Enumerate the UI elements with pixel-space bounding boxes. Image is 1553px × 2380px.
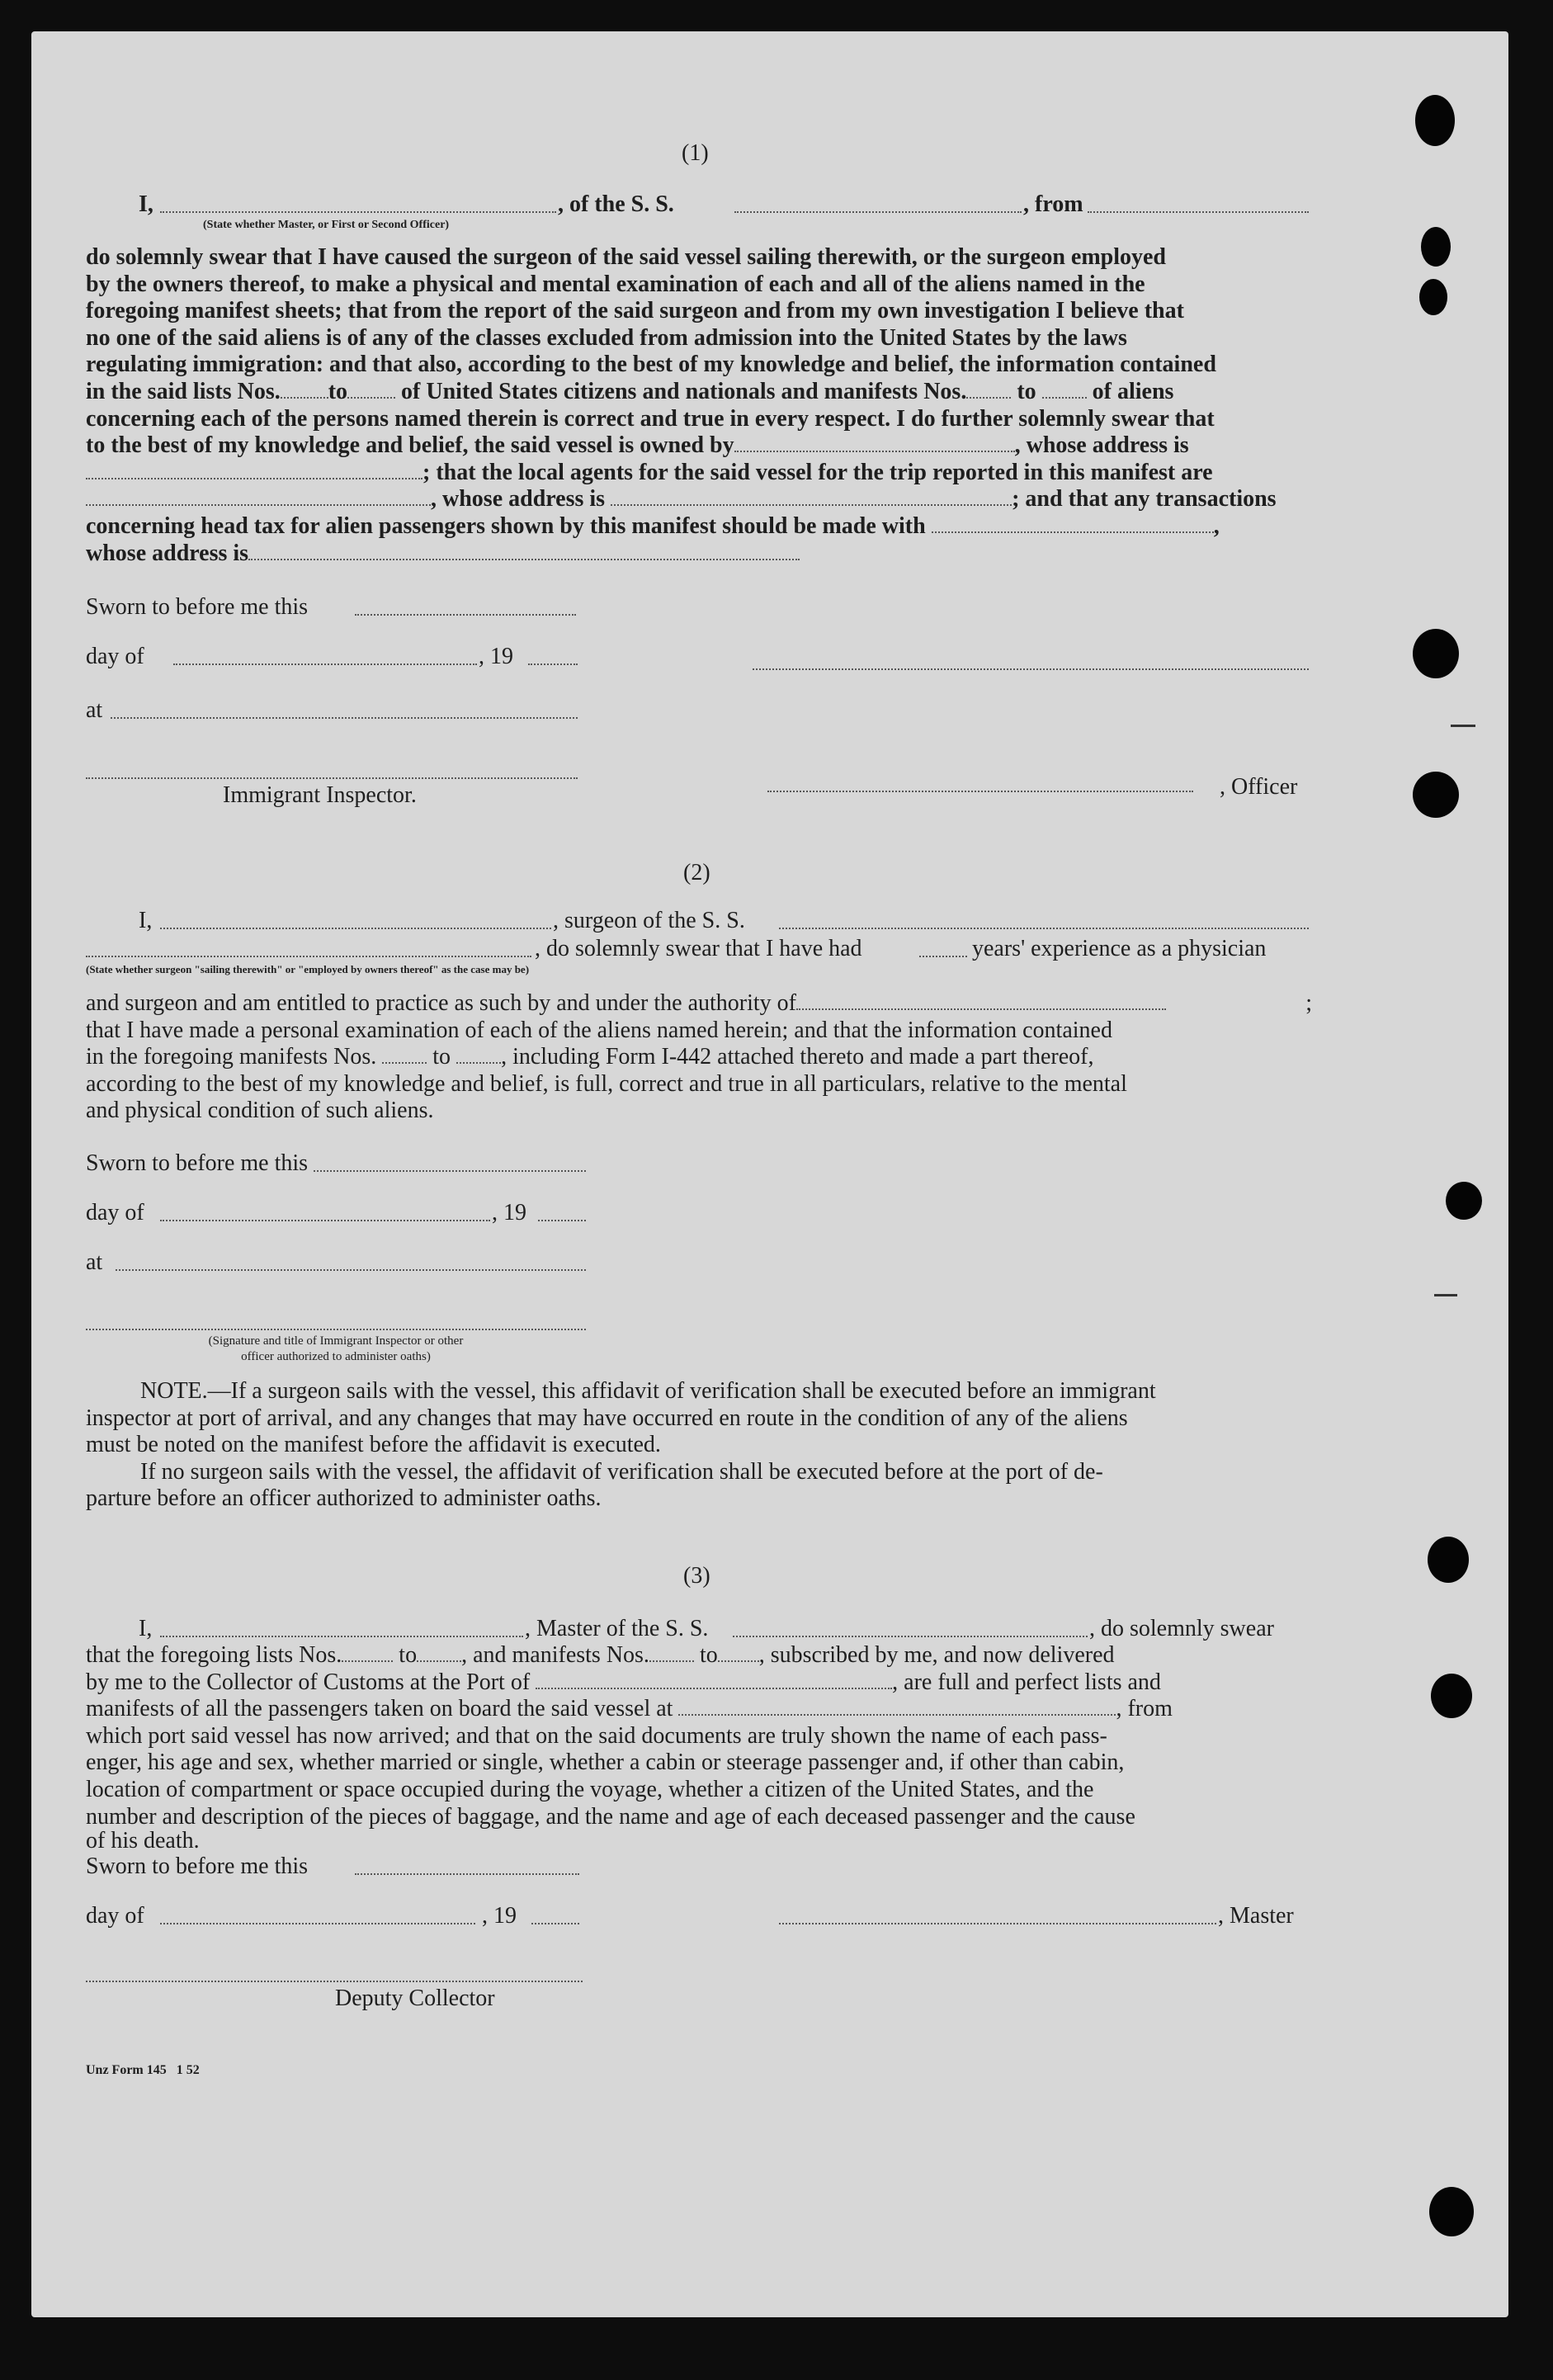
s3-line-port bbox=[86, 1669, 1312, 1697]
s2-line-authority bbox=[86, 990, 1312, 1018]
s3-year-label: , 19 bbox=[482, 1903, 517, 1929]
note-line: If no surgeon sails with the vessel, the affidavit of verification shall be executed before at the port of de- bbox=[140, 1458, 1103, 1485]
form-number: Unz Form 145 1 52 bbox=[86, 2063, 200, 2077]
s1-inspector-signature-field[interactable] bbox=[86, 777, 578, 779]
s2-to-label: to bbox=[432, 1044, 451, 1070]
note-line: parture before an officer authorized to administer oaths. bbox=[86, 1485, 602, 1512]
s1-of-ss-label: , of the S. S. bbox=[558, 191, 674, 217]
punch-hole bbox=[1431, 1674, 1472, 1718]
note-line: NOTE.—If a surgeon sails with the vessel, this affidavit of verification shall be executed before an immigrant bbox=[140, 1378, 1156, 1404]
list-from-field[interactable] bbox=[281, 379, 328, 399]
s1-owned-by-label: to the best of my knowledge and belief, the said vessel is owned by bbox=[86, 432, 734, 459]
master-signature-field[interactable] bbox=[779, 1923, 1216, 1924]
s3-i-label: I, bbox=[139, 1616, 153, 1641]
s1-whose-address-label: whose address is bbox=[86, 540, 249, 566]
s2-manifest-from-field[interactable] bbox=[382, 1044, 427, 1064]
s1-line-lists bbox=[86, 379, 1312, 406]
s2-manifest-to-field[interactable] bbox=[456, 1044, 501, 1064]
s3-manifest-from-field[interactable] bbox=[649, 1642, 694, 1662]
years-experience-field[interactable] bbox=[919, 956, 967, 957]
s1-from-label: , from bbox=[1023, 191, 1083, 217]
s3-sworn-date-field[interactable] bbox=[355, 1873, 579, 1875]
headtax-address-field[interactable] bbox=[248, 541, 800, 560]
s1-agents-label: ; that the local agents for the said vessel for the trip reported in this manifest are bbox=[422, 459, 1213, 485]
s3-line: enger, his age and sex, whether married or single, whether a cabin or steerage passenger and, if other than cabin, bbox=[86, 1750, 1125, 1776]
s2-form-label: , including Form I-442 attached thereto and made a part thereof, bbox=[501, 1044, 1094, 1070]
officer-name-field[interactable] bbox=[160, 211, 556, 213]
punch-hole bbox=[1413, 772, 1459, 818]
s2-line: and physical condition of such aliens. bbox=[86, 1098, 434, 1124]
s1-line-headtax bbox=[86, 513, 1312, 541]
s1-line: regulating immigration: and that also, according to the best of my knowledge and belief, the information contained bbox=[86, 352, 1216, 378]
from-port-field[interactable] bbox=[1088, 211, 1309, 213]
s3-manifest-to-field[interactable] bbox=[718, 1642, 759, 1662]
s1-transactions-label: ; and that any transactions bbox=[1012, 486, 1277, 512]
s1-comma: , bbox=[1213, 512, 1220, 539]
s3-vessel-field[interactable] bbox=[733, 1636, 1088, 1637]
s1-line: by the owners thereof, to make a physical and mental examination of each and all of the aliens named in the bbox=[86, 271, 1145, 297]
s3-line-boarded bbox=[86, 1696, 1312, 1723]
s1-line-agent-address bbox=[86, 486, 1312, 513]
s2-year-field[interactable] bbox=[538, 1220, 586, 1221]
s1-aliens-label: of aliens bbox=[1092, 378, 1174, 404]
master-name-field[interactable] bbox=[160, 1636, 523, 1637]
authority-field[interactable] bbox=[796, 990, 1166, 1010]
section-1-affidavit bbox=[86, 244, 1312, 567]
s3-manifests-label: , and manifests Nos. bbox=[461, 1642, 649, 1668]
s3-line-lists bbox=[86, 1642, 1312, 1669]
s3-lists-perfect-label: , are full and perfect lists and bbox=[892, 1669, 1161, 1695]
s1-line-headtax-address bbox=[86, 541, 1312, 568]
s2-day-of-field[interactable] bbox=[160, 1220, 490, 1221]
deputy-collector-signature-field[interactable] bbox=[86, 1981, 583, 1982]
s2-years-label: years' experience as a physician bbox=[972, 936, 1267, 961]
s1-officer-label: , Officer bbox=[1220, 774, 1298, 800]
headtax-contact-field[interactable] bbox=[932, 513, 1214, 533]
list-to-field[interactable] bbox=[347, 379, 395, 399]
s2-year-label: , 19 bbox=[492, 1200, 526, 1225]
s3-year-field[interactable] bbox=[531, 1923, 579, 1924]
s2-signature-note bbox=[86, 1334, 586, 1365]
s3-swear-label: , do solemnly swear bbox=[1089, 1616, 1274, 1641]
s1-headtax-label: concerning head tax for alien passengers shown by this manifest should be made with bbox=[86, 512, 926, 539]
punch-hole bbox=[1419, 279, 1447, 315]
punch-hole bbox=[1413, 629, 1459, 678]
margin-mark bbox=[1451, 725, 1475, 727]
agents-field[interactable] bbox=[86, 486, 431, 506]
surgeon-name-field[interactable] bbox=[160, 928, 551, 929]
s2-surgeon-type-field[interactable] bbox=[86, 956, 531, 957]
punch-hole bbox=[1415, 95, 1455, 146]
s1-year-label: , 19 bbox=[479, 644, 513, 669]
s3-to-label-2: to bbox=[699, 1642, 718, 1668]
s1-officer-name-field[interactable] bbox=[767, 791, 1193, 792]
s2-sworn-label: Sworn to before me this bbox=[86, 1150, 309, 1176]
s2-manifests-label: in the foregoing manifests Nos. bbox=[86, 1044, 377, 1070]
s2-day-of-label: day of bbox=[86, 1200, 144, 1225]
s3-sworn-label: Sworn to before me this bbox=[86, 1853, 309, 1879]
s1-at-label: at bbox=[86, 697, 103, 723]
s3-subscribed-label: , subscribed by me, and now delivered bbox=[758, 1642, 1115, 1668]
s1-day-of-field[interactable] bbox=[173, 663, 477, 665]
note-line: must be noted on the manifest before the affidavit is executed. bbox=[86, 1432, 661, 1458]
s1-line: no one of the said aliens is of any of the classes excluded from admission into the United States by the laws bbox=[86, 324, 1127, 351]
punch-hole bbox=[1428, 1537, 1469, 1583]
manifest-to-field[interactable] bbox=[1042, 379, 1087, 399]
s2-swear-label: , do solemnly swear that I have had bbox=[535, 936, 862, 961]
owner-address-field[interactable] bbox=[86, 460, 422, 479]
s1-owner-address-label: , whose address is bbox=[1014, 432, 1189, 459]
s1-officer-signature-field[interactable] bbox=[753, 668, 1309, 670]
s1-sworn-label: Sworn to before me this bbox=[86, 594, 309, 620]
s3-line: number and description of the pieces of baggage, and the name and age of each deceased passenger and the cause bbox=[86, 1803, 1135, 1830]
s3-from-label: , from bbox=[1116, 1696, 1173, 1722]
s1-i-label: I, bbox=[139, 191, 153, 217]
s2-sig-note-line: (Signature and title of Immigrant Inspector or other bbox=[208, 1334, 464, 1348]
punch-hole bbox=[1429, 2187, 1474, 2236]
verification-note bbox=[86, 1378, 1312, 1513]
collector-port-field[interactable] bbox=[536, 1669, 892, 1689]
s1-manifests-label: of United States citizens and nationals and manifests Nos. bbox=[401, 378, 967, 404]
owner-field[interactable] bbox=[734, 432, 1015, 452]
s3-port-label: by me to the Collector of Customs at the Port of bbox=[86, 1669, 531, 1695]
s1-inspector-label: Immigrant Inspector. bbox=[223, 782, 417, 808]
s3-lists-label: that the foregoing lists Nos. bbox=[86, 1642, 342, 1668]
note-line: inspector at port of arrival, and any changes that may have occurred en route in the condition of any of the aliens bbox=[86, 1405, 1128, 1431]
s3-day-of-field[interactable] bbox=[160, 1923, 475, 1924]
manifest-from-field[interactable] bbox=[966, 379, 1011, 399]
s2-sig-note-line: officer authorized to administer oaths) bbox=[241, 1350, 431, 1363]
s2-at-field[interactable] bbox=[116, 1269, 586, 1271]
agent-address-field[interactable] bbox=[611, 486, 1012, 506]
s2-sworn-date-field[interactable] bbox=[314, 1170, 586, 1172]
s1-year-field[interactable] bbox=[528, 663, 578, 665]
s1-sworn-date-field[interactable] bbox=[355, 614, 576, 616]
deputy-collector-label: Deputy Collector bbox=[335, 1986, 495, 2011]
s2-line: that I have made a personal examination of each of the aliens named herein; and that the information contained bbox=[86, 1017, 1112, 1043]
s3-line: location of compartment or space occupied during the voyage, whether a citizen of the United States, and the bbox=[86, 1776, 1094, 1802]
s2-vessel-field[interactable] bbox=[779, 928, 1309, 929]
s1-day-of-label: day of bbox=[86, 644, 144, 669]
s1-to-label-2: to bbox=[1017, 378, 1036, 404]
s1-lists-label: in the said lists Nos. bbox=[86, 378, 281, 404]
vessel-name-field[interactable] bbox=[734, 211, 1022, 213]
punch-hole bbox=[1446, 1182, 1482, 1220]
s1-line: do solemnly swear that I have caused the surgeon of the said vessel sailing therewith, or the surgeon employed bbox=[86, 244, 1166, 270]
s1-line-agents bbox=[86, 460, 1312, 487]
s2-line: according to the best of my knowledge and belief, is full, correct and true in all particulars, relative to the mental bbox=[86, 1070, 1127, 1097]
s1-agent-address-label: , whose address is bbox=[431, 486, 606, 512]
s1-line: foregoing manifest sheets; that from the report of the said surgeon and from my own investigation I believe that bbox=[86, 298, 1184, 324]
s2-authority-label: and surgeon and am entitled to practice as such by and under the authority of bbox=[86, 990, 796, 1016]
s2-i-label: I, bbox=[139, 908, 153, 933]
s1-line: concerning each of the persons named therein is correct and true in every respect. I do further solemnly swear that bbox=[86, 405, 1215, 432]
s1-at-field[interactable] bbox=[111, 717, 578, 719]
boarding-port-field[interactable] bbox=[678, 1696, 1116, 1716]
section-2-affidavit bbox=[86, 990, 1312, 1125]
s3-line: of his death. bbox=[86, 1828, 200, 1854]
s3-list-to-field[interactable] bbox=[417, 1642, 461, 1662]
s2-signature-field[interactable] bbox=[86, 1329, 586, 1330]
section-2-number: (2) bbox=[683, 860, 710, 885]
punch-hole bbox=[1421, 227, 1451, 267]
s1-line-owner bbox=[86, 432, 1312, 460]
s3-boarded-label: manifests of all the passengers taken on board the said vessel at bbox=[86, 1696, 673, 1722]
section-1-number: (1) bbox=[682, 140, 709, 166]
s2-line-manifests bbox=[86, 1044, 1312, 1071]
s3-day-of-label: day of bbox=[86, 1903, 144, 1929]
section-3-number: (3) bbox=[683, 1563, 710, 1589]
s1-to-label: to bbox=[328, 378, 348, 404]
s2-surgeon-label: , surgeon of the S. S. bbox=[553, 908, 745, 933]
s2-surgeon-note: (State whether surgeon "sailing therewith" or "employed by owners thereof" as the case may be) bbox=[86, 963, 530, 975]
s3-list-from-field[interactable] bbox=[342, 1642, 393, 1662]
s2-semicolon: ; bbox=[1305, 990, 1312, 1016]
s2-at-label: at bbox=[86, 1249, 103, 1275]
s1-officer-note: (State whether Master, or First or Second Officer) bbox=[203, 219, 450, 231]
s3-to-label: to bbox=[399, 1642, 418, 1668]
s3-master-sig-label: , Master bbox=[1218, 1903, 1294, 1929]
s3-master-label: , Master of the S. S. bbox=[525, 1616, 709, 1641]
section-3-affidavit bbox=[86, 1642, 1312, 1852]
s3-line: which port said vessel has now arrived; and that on the said documents are truly shown the name of each pass- bbox=[86, 1722, 1107, 1749]
margin-mark bbox=[1434, 1294, 1457, 1296]
